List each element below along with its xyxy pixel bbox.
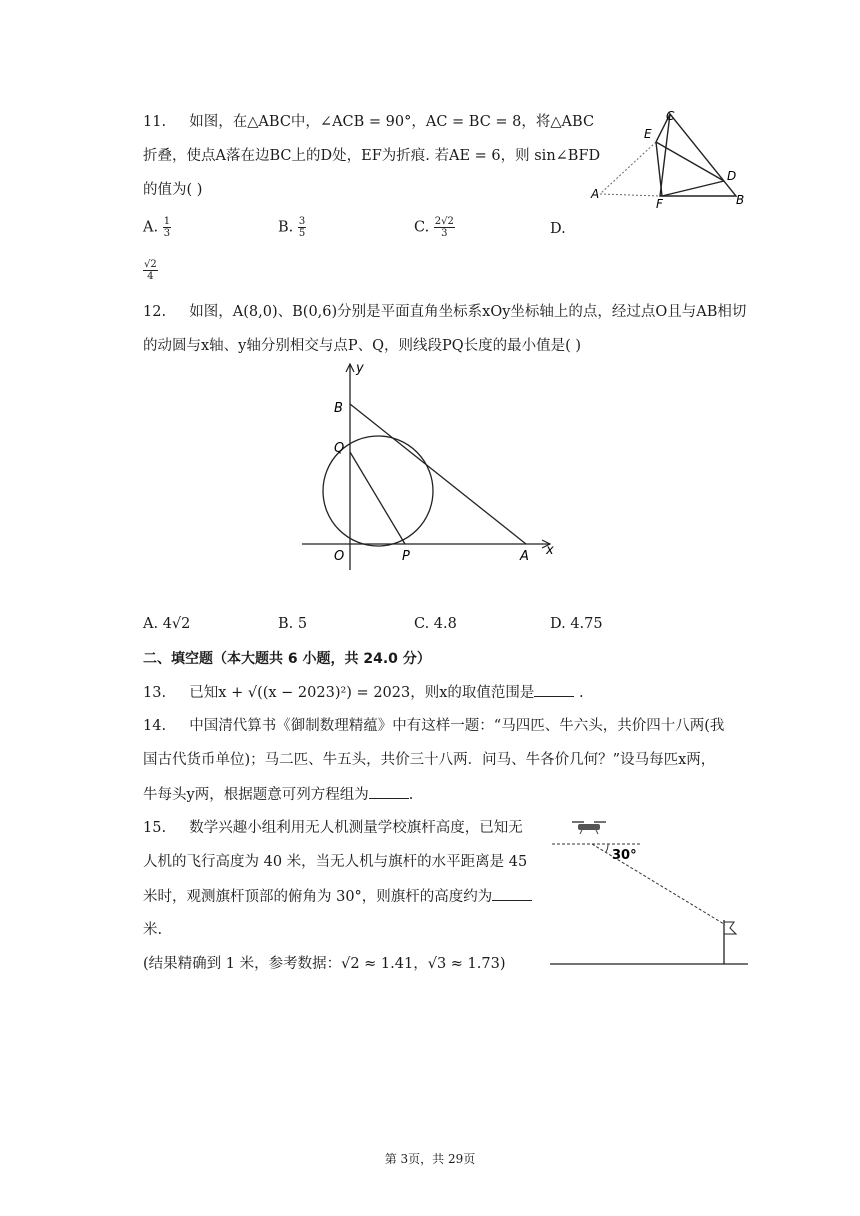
fraction: $\frac{2√2}{3}$: [434, 216, 454, 239]
q13-line: 13. 已知x + √((x − 2023)²) = 2023，则x的取值范围是 .: [143, 682, 584, 703]
fraction: $\frac{3}{5}$: [298, 216, 306, 239]
drone-icon: [572, 822, 606, 834]
q15-answer-blank[interactable]: [492, 886, 532, 901]
fraction: $\frac{√2}{4}$: [144, 259, 157, 282]
q12-number: 12.: [143, 304, 167, 320]
label-y: y: [356, 361, 364, 376]
q11-text-1: 如图，在△ABC中，∠ACB = 90°，AC = BC = 8，将△ABC: [189, 114, 595, 130]
triangle-cb-outline: [660, 114, 736, 196]
q12-option-a[interactable]: A. 4√2: [143, 616, 191, 632]
dotted-ea: [600, 142, 656, 194]
q12-option-d[interactable]: D. 4.75: [550, 616, 603, 632]
flag-icon: [724, 922, 736, 934]
q13-answer-blank[interactable]: [534, 682, 574, 697]
option-label: C.: [414, 219, 430, 236]
q13-number: 13.: [143, 685, 167, 701]
q14-text-1: 中国清代算书《御制数理精蕴》中有这样一题：“马四匹、牛六头，共价四十八两(我: [189, 718, 725, 734]
q12-figure: [296, 358, 566, 578]
segment-pq: [350, 452, 405, 544]
q12-text-1: 如图，A(8,0)、B(0,6)分别是平面直角坐标系xOy坐标轴上的点，经过点O且与AB相切: [189, 304, 747, 320]
page-footer: 第 3页，共 29页: [384, 1152, 476, 1166]
segment-fd: [662, 181, 724, 196]
label-b: B: [334, 401, 343, 416]
q11-figure: [588, 106, 758, 210]
line-ab: [350, 404, 526, 544]
q15-line5: (结果精确到 1 米，参考数据：√2 ≈ 1.41，√3 ≈ 1.73): [143, 956, 506, 972]
q11-number: 11.: [143, 114, 167, 130]
angle-label: 30°: [612, 848, 637, 863]
q12-line2: 的动圆与x轴、y轴分别相交与点P、Q，则线段PQ长度的最小值是( ): [143, 338, 582, 354]
q11-line3: 的值为( ): [143, 182, 203, 198]
label-a: A: [591, 187, 600, 201]
label-p: P: [402, 549, 410, 564]
q15-line1: [143, 818, 523, 838]
label-b: B: [736, 193, 745, 207]
label-d: D: [727, 169, 737, 183]
label-c: C: [666, 109, 675, 123]
q11-option-c[interactable]: [414, 216, 455, 239]
q15-number: 15.: [143, 820, 167, 836]
q14-number: 14.: [143, 718, 167, 734]
label-a: A: [520, 549, 529, 564]
q14-line3: 牛每头y两，根据题意可列方程组为 .: [143, 784, 413, 805]
label-x: x: [546, 543, 554, 558]
q11-option-d[interactable]: [550, 219, 566, 239]
option-label: D.: [550, 221, 566, 237]
q14-line1: [143, 716, 724, 736]
label-q: Q: [334, 441, 345, 456]
q11-option-d-value: [143, 259, 158, 282]
q15-line4: 米.: [143, 922, 163, 938]
q15-text-1: 数学兴趣小组利用无人机测量学校旗杆高度，已知无: [189, 820, 523, 836]
segment-ed: [656, 142, 724, 181]
segment-ef: [656, 142, 662, 196]
fraction: $\frac{1}{3}$: [163, 216, 171, 239]
q11-option-a[interactable]: [143, 216, 171, 239]
q12-option-b[interactable]: B. 5: [278, 616, 308, 632]
dotted-af: [600, 194, 660, 196]
option-label: A.: [143, 219, 159, 236]
q15-figure: [548, 814, 750, 970]
q11-line1: [143, 112, 594, 132]
q15-line2: 人机的飞行高度为 40 米，当无人机与旗杆的水平距离是 45: [143, 854, 528, 870]
q11-line2: 折叠，使点A落在边BC上的D处，EF为折痕. 若AE = 6，则 sin∠BFD: [143, 148, 601, 164]
option-label: B.: [278, 219, 294, 236]
q14-answer-blank[interactable]: [369, 784, 409, 799]
q13-text: 已知x + √((x − 2023)²) = 2023，则x的取值范围是: [189, 685, 535, 701]
label-f: F: [656, 197, 663, 210]
q12-option-c[interactable]: C. 4.8: [414, 616, 457, 632]
angle-arc: [606, 844, 608, 852]
q15-line3: 米时，观测旗杆顶部的俯角为 30°，则旗杆的高度约为: [143, 886, 532, 907]
q12-line1: [143, 302, 746, 322]
label-e: E: [644, 127, 652, 141]
q14-line2: 国古代货币单位)；马二匹、牛五头，共价三十八两．问马、牛各价几何？”设马每匹x两，: [143, 752, 716, 768]
section-title: 二、填空题（本大题共 6 小题，共 24.0 分）: [143, 651, 431, 667]
q11-option-b[interactable]: [278, 216, 306, 239]
label-o: O: [334, 549, 345, 564]
